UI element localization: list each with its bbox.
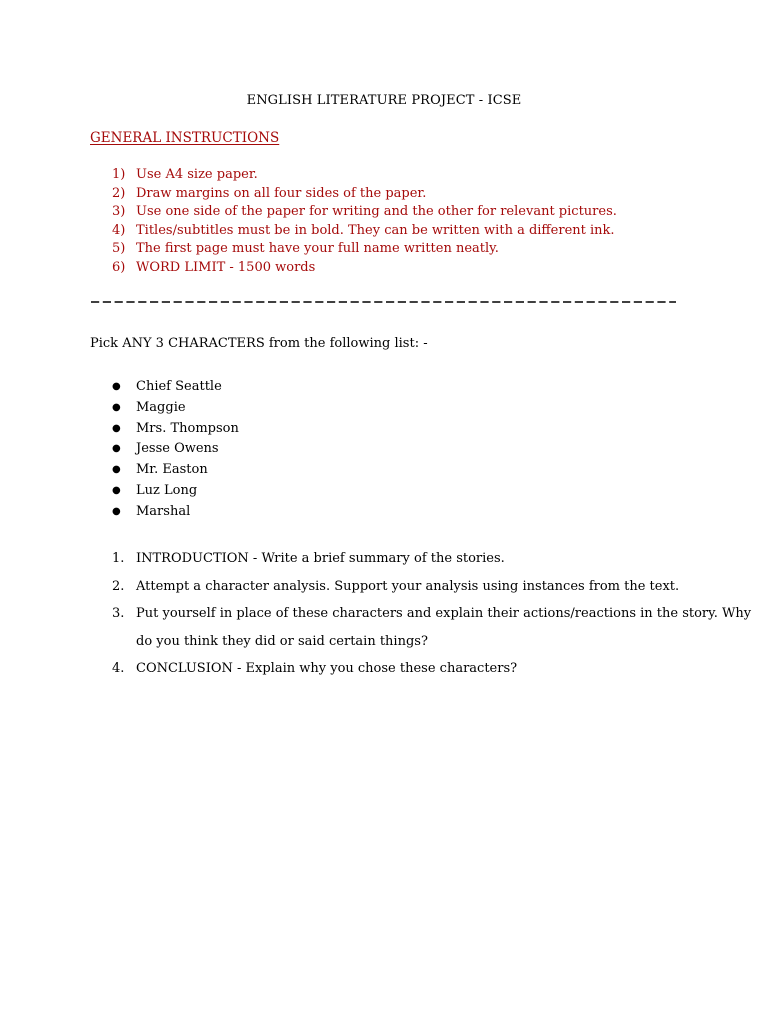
- instruction-number: 6): [112, 259, 126, 275]
- instruction-item: [112, 240, 617, 259]
- task-number: 3.: [112, 606, 125, 621]
- character-name: Marshal: [136, 503, 191, 519]
- character-prompt: Pick ANY 3 CHARACTERS from the following list: -: [90, 336, 428, 351]
- instruction-item: [112, 259, 617, 278]
- instruction-text: Titles/subtitles must be in bold. They can be written with a different ink.: [136, 222, 615, 238]
- task-item: [112, 655, 752, 683]
- instruction-text: WORD LIMIT - 1500 words: [136, 259, 316, 275]
- bullet-icon: ●: [112, 401, 121, 413]
- instruction-text: Use A4 size paper.: [136, 167, 258, 182]
- document-title: ENGLISH LITERATURE PROJECT - ICSE: [246, 93, 522, 108]
- bullet-icon: ●: [112, 381, 121, 392]
- instruction-item: [112, 185, 617, 204]
- bullet-icon: ●: [112, 422, 121, 434]
- bullet-icon: ●: [112, 505, 121, 517]
- instruction-number: 2): [112, 185, 126, 201]
- dashed-separator-line: [90, 292, 678, 308]
- character-item: [112, 481, 239, 502]
- task-item: [112, 545, 752, 573]
- task-text: INTRODUCTION - Write a brief summary of the stories.: [136, 551, 505, 566]
- character-item: [112, 398, 239, 419]
- instruction-number: 1): [112, 167, 126, 182]
- task-text: CONCLUSION - Explain why you chose these characters?: [136, 661, 518, 676]
- character-item: [112, 460, 239, 481]
- character-item: [112, 502, 239, 523]
- instruction-number: 5): [112, 241, 126, 256]
- instruction-item: [112, 222, 617, 241]
- character-name: Mr. Easton: [136, 462, 208, 478]
- task-text: Attempt a character analysis. Support your analysis using instances from the text.: [136, 578, 680, 594]
- character-list: [112, 377, 239, 523]
- character-item: [112, 419, 239, 440]
- bullet-icon: ●: [112, 464, 121, 476]
- general-instructions-list: [112, 166, 617, 277]
- character-name: Jesse Owens: [136, 441, 219, 457]
- task-number: 4.: [112, 661, 125, 676]
- task-text: Put yourself in place of these characters and explain their actions/reactions in the story. Why do you think they did or said certain things?: [136, 606, 752, 649]
- task-number: 2.: [112, 578, 125, 594]
- bullet-icon: ●: [112, 443, 121, 455]
- character-name: Mrs. Thompson: [136, 420, 239, 436]
- character-name: Chief Seattle: [136, 379, 222, 394]
- task-item: [112, 600, 752, 655]
- instruction-text: Use one side of the paper for writing and the other for relevant pictures.: [136, 204, 617, 219]
- task-list: [112, 545, 752, 683]
- general-instructions-heading: GENERAL INSTRUCTIONS: [90, 130, 280, 146]
- bullet-icon: ●: [112, 484, 121, 496]
- character-item: [112, 377, 239, 398]
- instruction-text: The first page must have your full name written neatly.: [136, 241, 499, 256]
- dashed-separator: [90, 292, 678, 308]
- task-number: 1.: [112, 551, 125, 566]
- task-item: [112, 573, 752, 601]
- instruction-text: Draw margins on all four sides of the paper.: [136, 185, 427, 201]
- character-item: [112, 439, 239, 460]
- instruction-number: 4): [112, 222, 126, 238]
- instruction-item: [112, 166, 617, 185]
- character-name: Maggie: [136, 399, 186, 415]
- instruction-number: 3): [112, 204, 126, 219]
- instruction-item: [112, 203, 617, 222]
- character-name: Luz Long: [136, 482, 198, 498]
